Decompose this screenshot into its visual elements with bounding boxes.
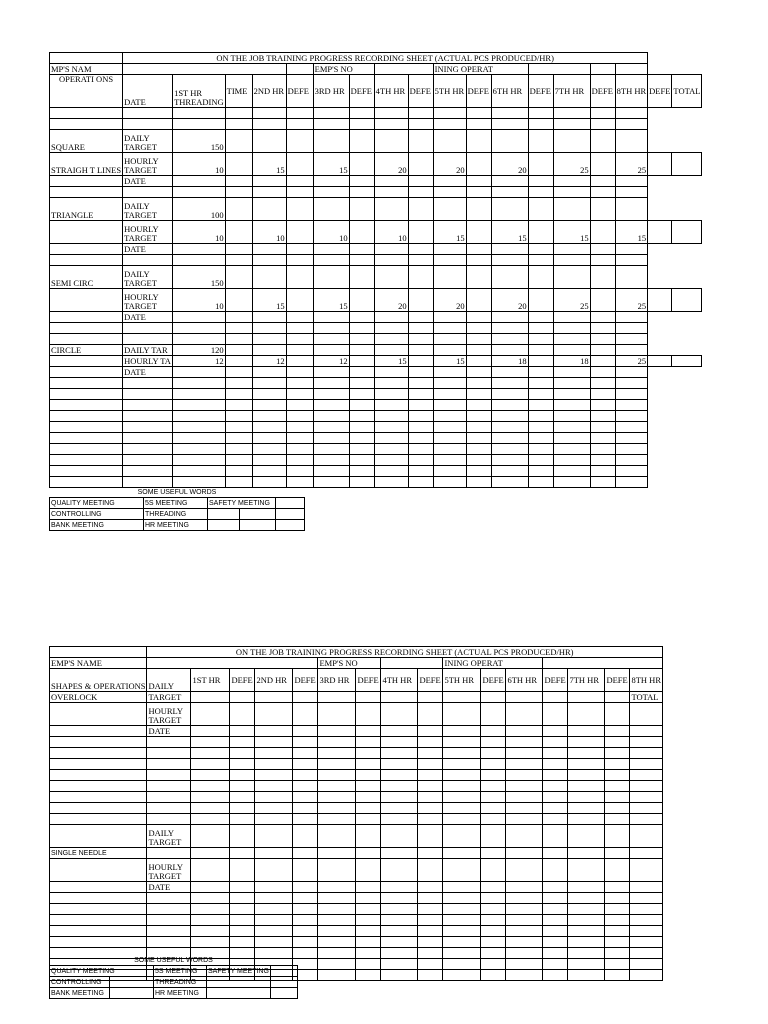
hourly-target-3: 10	[313, 221, 349, 244]
daily-label: DAILY	[124, 201, 150, 211]
date-label: DATE	[123, 75, 173, 108]
hourly-target-5: 20	[433, 153, 466, 176]
hourly-label: HOURLY	[148, 706, 184, 716]
word: QUALITY MEETING	[50, 966, 154, 977]
daily-label: DAILY	[147, 669, 191, 692]
operation-name: SINGLE NEEDLE	[50, 848, 147, 859]
hourly-target-1: 12	[173, 356, 226, 367]
hourly-target-2: 12	[252, 356, 286, 367]
hourly-target-5: 15	[433, 356, 466, 367]
target-label: TARGET	[124, 233, 157, 243]
training-sheet-1	[49, 52, 702, 488]
header-defect: DEFE	[356, 669, 381, 692]
useful-words-title: SOME USEFUL WORDS	[50, 487, 305, 498]
emp-no-label: EMP'S NO	[318, 658, 381, 669]
hourly-target-8: 25	[615, 289, 648, 312]
hourly-target-6: 20	[491, 289, 528, 312]
daily-target-value: 150	[173, 130, 226, 153]
hourly-target-2: 15	[252, 289, 286, 312]
target-label: TARGET	[148, 871, 182, 881]
header-2nd-hr: 2ND HR	[255, 669, 293, 692]
hourly-target-8: 15	[615, 221, 648, 244]
word: CONTROLLING	[50, 509, 144, 520]
emp-no-label: EMP'S NO	[313, 64, 374, 75]
header-total: TOTAL	[630, 692, 663, 703]
emp-name-label: MP'S NAM	[50, 64, 123, 75]
word: HR MEETING	[144, 520, 208, 531]
date-label: DATE	[147, 882, 191, 893]
operations-label: OPERATI ONS	[50, 75, 123, 108]
header-2nd-hr: 2ND HR	[252, 75, 286, 108]
hourly-target-1: 10	[173, 289, 226, 312]
hourly-target-1: 10	[173, 153, 226, 176]
progress-table-2	[49, 646, 663, 981]
shape-name: TRIANGLE	[50, 198, 123, 221]
hourly-target-3: 12	[313, 356, 349, 367]
header-defect: DEFE	[528, 75, 553, 108]
daily-target-value: 150	[173, 266, 226, 289]
daily-label: DAILY	[148, 828, 175, 838]
hourly-target-3: 15	[313, 289, 349, 312]
date-label: DATE	[123, 367, 173, 378]
target-label: TARGET	[148, 837, 182, 847]
header-6th-hr: 6TH HR	[506, 669, 543, 692]
header-defect: DEFE	[648, 75, 672, 108]
hourly-label: HOURLY	[124, 156, 159, 166]
hourly-target-7: 25	[553, 153, 590, 176]
progress-table-1	[49, 52, 702, 488]
hourly-target-6: 20	[491, 153, 528, 176]
shape-name-2: STRAIGH T LINES	[50, 153, 123, 176]
hourly-label: HOURLY	[148, 862, 184, 872]
header-defect: DEFE	[466, 75, 491, 108]
hourly-target-8: 25	[615, 356, 648, 367]
useful-words-table	[49, 955, 298, 999]
word: BANK MEETING	[50, 520, 144, 531]
header-defect: DEFE	[605, 669, 630, 692]
daily-label: DAILY	[124, 133, 150, 143]
target-label: TARGET	[124, 142, 157, 152]
target-label: TARGET	[148, 715, 182, 725]
useful-words-title: SOME USEFUL WORDS	[50, 955, 298, 966]
word: SAFETY MEETING	[208, 498, 276, 509]
header-1st-hr: 1ST HR	[174, 88, 203, 98]
hourly-target-5: 15	[433, 221, 466, 244]
hourly-target-4: 15	[374, 356, 408, 367]
threading-label: THREADING	[174, 97, 224, 107]
header-7th-hr: 7TH HR	[568, 669, 605, 692]
date-label: DATE	[123, 176, 173, 187]
header-5th-hr: 5TH HR	[433, 75, 466, 108]
joining-label: INING OPERAT	[443, 658, 543, 669]
daily-target-label: DAILY TAR	[123, 345, 173, 356]
header-8th-hr: 8TH HR	[630, 669, 663, 692]
hourly-target-5: 20	[433, 289, 466, 312]
daily-target-value: 100	[173, 198, 226, 221]
hourly-target-4: 10	[374, 221, 408, 244]
word: THREADING	[144, 509, 208, 520]
header-time: TIME	[225, 75, 252, 108]
header-defect: DEFE	[286, 75, 313, 108]
header-5th-hr: 5TH HR	[443, 669, 481, 692]
operation-name: OVERLOCK	[50, 692, 147, 703]
hourly-label: HOURLY	[124, 292, 159, 302]
target-label: TARGET	[124, 165, 157, 175]
useful-words-box-2	[49, 955, 298, 999]
header-4th-hr: 4TH HR	[381, 669, 418, 692]
header-1st-hr: 1ST HR	[191, 669, 230, 692]
header-4th-hr: 4TH HR	[374, 75, 408, 108]
hourly-target-6: 18	[491, 356, 528, 367]
shapes-operations-label: SHAPES & OPERATIONS	[50, 669, 147, 692]
date-label: DATE	[147, 726, 191, 737]
header-defect: DEFE	[408, 75, 433, 108]
header-8th-hr: 8TH HR	[615, 75, 648, 108]
hourly-target-label: HOURLY TA	[124, 356, 171, 366]
hourly-target-7: 15	[553, 221, 590, 244]
header-defect: DEFE	[349, 75, 374, 108]
joining-label: INING OPERAT	[433, 64, 528, 75]
word: BANK MEETING	[50, 988, 110, 999]
shape-name: CIRCLE	[50, 345, 123, 356]
word: CONTROLLING	[50, 977, 110, 988]
hourly-target-7: 18	[553, 356, 590, 367]
emp-name-label: EMP'S NAME	[50, 658, 147, 669]
word: 5S MEETING	[144, 498, 208, 509]
header-7th-hr: 7TH HR	[553, 75, 590, 108]
word: SAFETY MEETING	[208, 967, 269, 975]
target-label: TARGET	[124, 278, 157, 288]
hourly-target-2: 15	[252, 153, 286, 176]
word: QUALITY MEETING	[50, 498, 144, 509]
shape-name: SQUARE	[50, 130, 123, 153]
shape-name: SEMI CIRC	[50, 266, 123, 289]
hourly-label: HOURLY	[124, 224, 159, 234]
header-3rd-hr: 3RD HR	[313, 75, 349, 108]
hourly-target-4: 20	[374, 289, 408, 312]
hourly-target-8: 25	[615, 153, 648, 176]
header-defect: DEFE	[418, 669, 443, 692]
target-label: TARGET	[124, 301, 157, 311]
header-total: TOTAL	[672, 75, 702, 108]
word: THREADING	[154, 977, 207, 988]
header-3rd-hr: 3RD HR	[318, 669, 356, 692]
header-defect: DEFE	[590, 75, 615, 108]
target-label: TARGET	[147, 692, 191, 703]
sheet-title: ON THE JOB TRAINING PROGRESS RECORDING SHEET (ACTUAL PCS PRODUCED/HR)	[147, 647, 663, 658]
target-label: TARGET	[124, 210, 157, 220]
hourly-target-6: 15	[491, 221, 528, 244]
hourly-target-2: 10	[252, 221, 286, 244]
header-defect: DEFE	[481, 669, 506, 692]
header-6th-hr: 6TH HR	[491, 75, 528, 108]
word: 5S MEETING	[154, 966, 207, 977]
training-sheet-2	[49, 646, 663, 981]
daily-label: DAILY	[124, 269, 150, 279]
daily-target-value: 120	[173, 345, 226, 356]
hourly-target-4: 20	[374, 153, 408, 176]
hourly-target-3: 15	[313, 153, 349, 176]
hourly-target-1: 10	[173, 221, 226, 244]
hourly-target-7: 25	[553, 289, 590, 312]
header-defect: DEFE	[293, 669, 318, 692]
sheet-title: ON THE JOB TRAINING PROGRESS RECORDING SHEET (ACTUAL PCS PRODUCED/HR)	[123, 53, 648, 64]
date-label: DATE	[123, 312, 173, 323]
date-label: DATE	[123, 244, 173, 255]
useful-words-table	[49, 487, 305, 531]
word: HR MEETING	[154, 988, 207, 999]
useful-words-box-1	[49, 487, 305, 531]
header-defect: DEFE	[543, 669, 568, 692]
header-defect: DEFE	[230, 669, 255, 692]
